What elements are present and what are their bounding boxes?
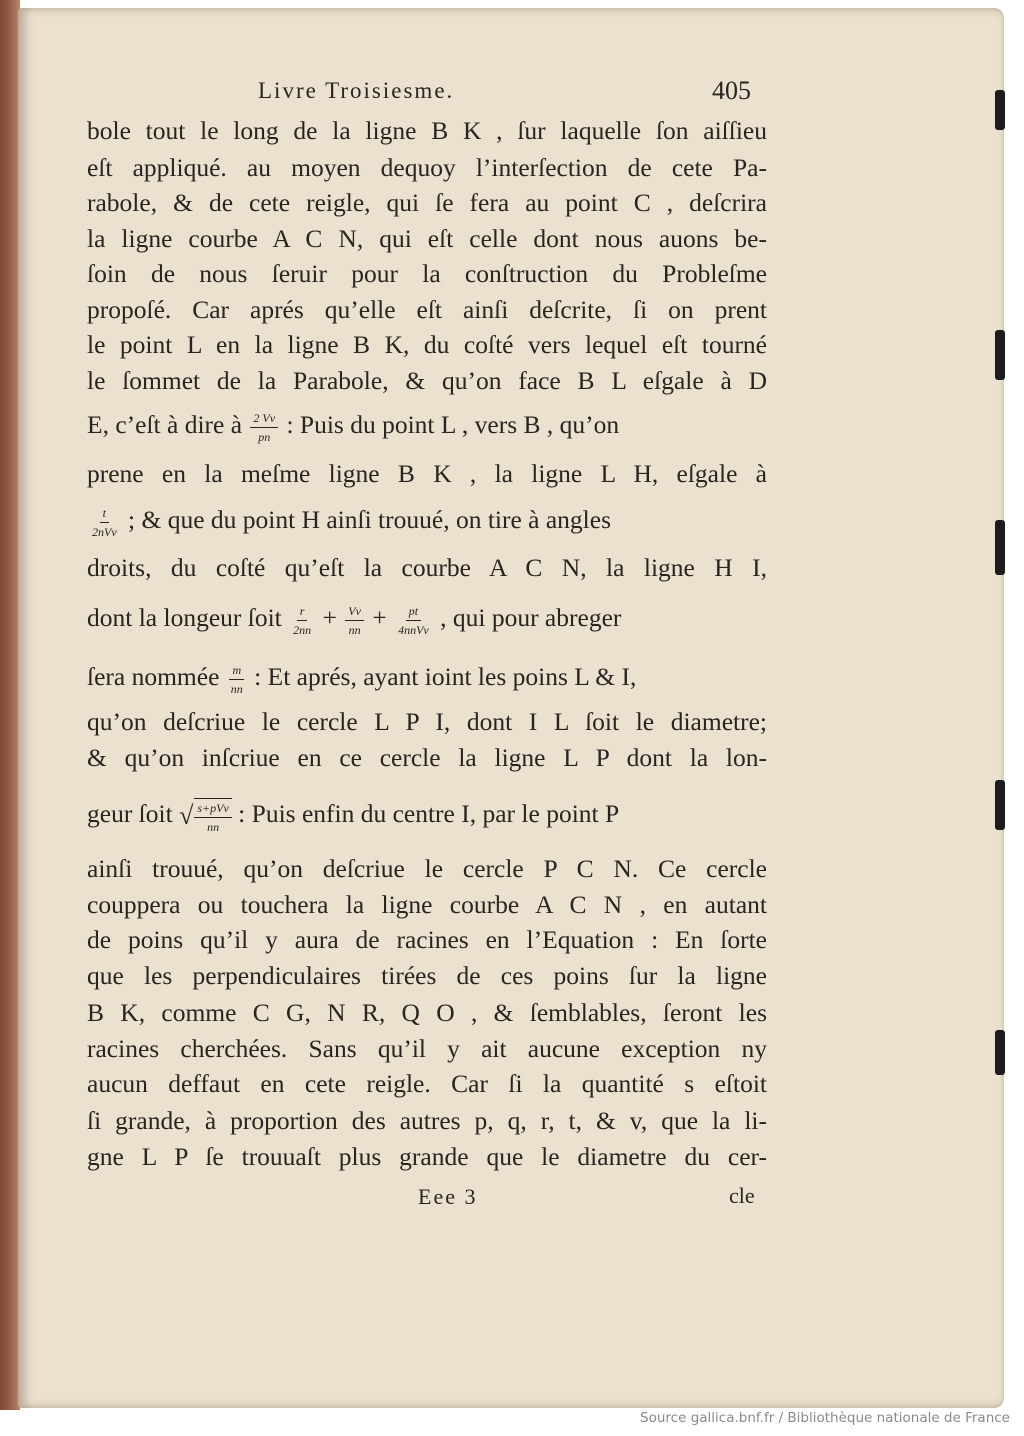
text-segment: : Puis enfin du centre I, par le point P [238,798,620,828]
text-line-with-formula [87,505,767,539]
text-line: qu’on deſcriue le cercle L P I, dont I L ſoit le diametre; [87,707,767,736]
fraction [89,506,120,539]
text-segment: ; & que du point H ainſi trouué, on tire à angles [128,505,612,534]
text-line: aucun deffaut en cete reigle. Car ſi la quantité s eſtoit [87,1069,767,1098]
fraction-denominator: 4nnVv [398,622,429,637]
text-line: de poins qu’il y aura de racines en l’Equation : En ſorte [87,925,767,954]
text-line: le point L en la ligne B K, du coſté vers lequel eſt tourné [87,330,767,359]
source-credit: Source gallica.bnf.fr / Bibliothèque nationale de France [640,1410,1010,1426]
text-line: droits, du coſté qu’eſt la courbe A C N, la ligne H I, [87,553,767,582]
text-line-with-formula [87,410,767,444]
text-line: la ligne courbe A C N, qui eſt celle dont nous auons be- [87,224,767,253]
plus-sign: + [322,603,337,632]
text-line-with-formula [87,798,767,834]
square-root [179,798,232,834]
text-line: eſt appliqué. au moyen dequoy l’interſection de cete Pa- [87,153,767,182]
text-line-with-formula [87,603,767,637]
text-line: prene en la meſme ligne B K , la ligne L H, eſgale à [87,459,767,488]
text-line: le ſommet de la Parabole, & qu’on face B L eſgale à D [87,366,767,395]
fraction-denominator: nn [348,622,361,637]
fraction [290,604,314,637]
page-edge-tab [995,780,1005,830]
text-segment: dont la longeur ſoit [87,603,282,632]
fraction-numerator: pt [406,604,421,621]
fraction [228,663,246,696]
text-line: ſoin de nous ſeruir pour la conſtruction du Probleſme [87,259,767,288]
text-segment: , qui pour abreger [440,603,622,632]
fraction-denominator: 2nVv [92,524,117,539]
text-line: que les perpendiculaires tirées de ces poins ſur la ligne [87,961,767,990]
signature-mark: Eee 3 [418,1184,478,1209]
text-line: B K, comme C G, N R, Q O , & ſemblables, ſeront les [87,998,767,1027]
fraction [250,411,278,444]
text-segment: : Et aprés, ayant ioint les poins L & I, [254,662,637,691]
text-segment: geur ſoit [87,798,173,828]
radicand-numerator: s+pVv [194,799,231,818]
fraction-numerator: t [100,506,109,523]
plus-sign: + [372,603,387,632]
text-segment: : Puis du point L , vers B , qu’on [286,410,620,439]
text-segment: ſera nommée [87,662,220,691]
page-number: 405 [712,76,751,105]
page-edge-tab [995,520,1005,575]
text-line-with-formula [87,662,767,696]
text-line: racines cherchées. Sans qu’il y ait aucune exception ny [87,1034,767,1063]
running-head: Livre Troisiesme. [258,78,455,103]
page-edge-tab [995,90,1005,130]
radicand-denominator: nn [207,820,220,834]
page-edge-tab [995,330,1005,380]
page-edge-tab [995,1030,1005,1075]
fraction-numerator: r [297,604,308,621]
fraction [345,604,364,637]
fraction-numerator: m [229,663,244,680]
catchword: cle [729,1183,755,1208]
text-segment: E, c’eſt à dire à [87,410,243,439]
text-line: propoſé. Car aprés qu’elle eſt ainſi deſcrite, ſi on prent [87,295,767,324]
text-line: rabole, & de cete reigle, qui ſe fera au point C , deſcrira [87,188,767,217]
fraction-denominator: 2nn [293,622,312,637]
text-line: ſi grande, à proportion des autres p, q, r, t, & v, que la li- [87,1106,767,1135]
text-line: bole tout le long de la ligne B K , ſur laquelle ſon aiſſieu [87,116,767,145]
book-binding [0,0,20,1410]
fraction-denominator: pn [258,429,271,444]
text-line: couppera ou touchera la ligne courbe A C N , en autant [87,890,767,919]
fraction [395,604,432,637]
fraction-denominator: nn [230,681,243,696]
text-line: gne L P ſe trouuaſt plus grande que le diametre du cer- [87,1142,767,1171]
radical-sign: √ [179,801,194,830]
text-line: & qu’on inſcriue en ce cercle la ligne L P dont la lon- [87,743,767,772]
fraction-numerator: 2 Vv [250,411,278,428]
text-line: ainſi trouué, qu’on deſcriue le cercle P C N. Ce cercle [87,854,767,883]
fraction-numerator: Vv [345,604,364,621]
